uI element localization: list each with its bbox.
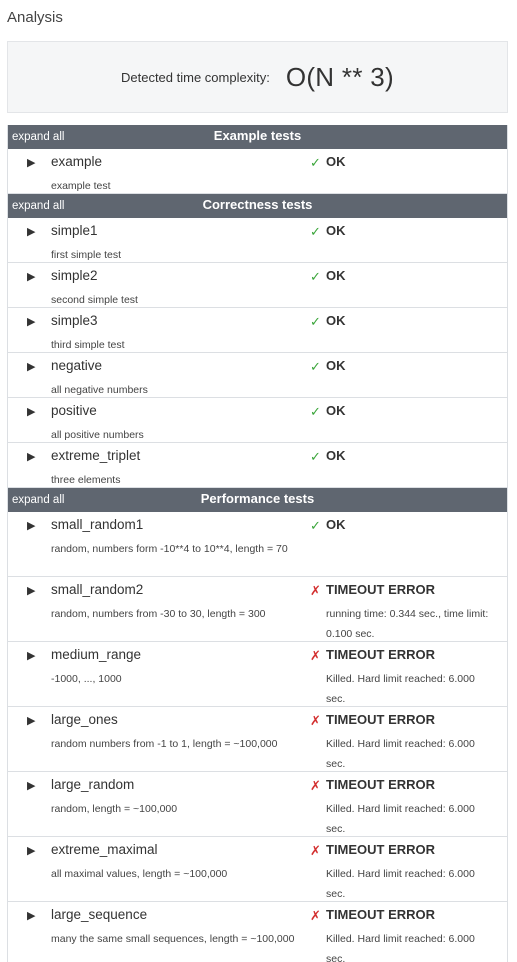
test-description: example test	[51, 180, 111, 192]
status-label: TIMEOUT ERROR	[326, 712, 436, 727]
test-description: random numbers from -1 to 1, length = ~100,000	[51, 738, 278, 750]
check-icon: ✓	[310, 404, 321, 419]
test-description: all negative numbers	[51, 384, 148, 396]
status-label: TIMEOUT ERROR	[326, 907, 436, 922]
check-icon: ✓	[310, 359, 321, 374]
test-description: three elements	[51, 474, 121, 486]
test-row[interactable]	[8, 902, 507, 962]
expand-arrow-icon[interactable]: ▶	[27, 780, 36, 792]
expand-arrow-icon[interactable]: ▶	[27, 845, 36, 857]
expand-arrow-icon[interactable]: ▶	[27, 715, 36, 727]
test-row[interactable]	[8, 837, 507, 902]
test-description: -1000, ..., 1000	[51, 673, 122, 685]
check-icon: ✓	[310, 518, 321, 533]
status-label: TIMEOUT ERROR	[326, 842, 436, 857]
status-label: OK	[326, 154, 346, 169]
check-icon: ✓	[310, 155, 321, 170]
expand-arrow-icon[interactable]: ▶	[27, 271, 36, 283]
expand-arrow-icon[interactable]: ▶	[27, 585, 36, 597]
status-label: OK	[326, 358, 346, 373]
test-row[interactable]	[8, 443, 507, 488]
test-row[interactable]	[8, 707, 507, 772]
complexity-panel	[7, 41, 508, 113]
expand-arrow-icon[interactable]: ▶	[27, 316, 36, 328]
test-name: extreme_maximal	[51, 842, 158, 857]
complexity-value: O(N ** 3)	[285, 61, 394, 92]
status-label: TIMEOUT ERROR	[326, 582, 436, 597]
status-detail: Killed. Hard limit reached: 6.000 sec.	[326, 868, 475, 900]
test-row[interactable]	[8, 353, 507, 398]
test-description: third simple test	[51, 339, 125, 351]
test-row[interactable]	[8, 398, 507, 443]
test-name: positive	[51, 403, 97, 418]
status-detail: Killed. Hard limit reached: 6.000 sec.	[326, 738, 475, 770]
expand-all-link[interactable]: expand all	[12, 131, 65, 143]
group-title: Performance tests	[200, 491, 315, 506]
expand-arrow-icon[interactable]: ▶	[27, 910, 36, 922]
test-name: simple2	[51, 268, 98, 283]
group-header	[8, 194, 507, 218]
test-row[interactable]	[8, 218, 507, 263]
test-row[interactable]	[8, 149, 507, 194]
test-name: simple1	[51, 223, 98, 238]
check-icon: ✓	[310, 269, 321, 284]
expand-arrow-icon[interactable]: ▶	[27, 650, 36, 662]
test-description: many the same small sequences, length = ~100,000	[51, 933, 295, 945]
test-name: small_random2	[51, 582, 144, 597]
status-detail: Killed. Hard limit reached: 6.000 sec.	[326, 803, 475, 835]
expand-arrow-icon[interactable]: ▶	[27, 361, 36, 373]
test-description: random, length = ~100,000	[51, 803, 178, 815]
check-icon: ✓	[310, 449, 321, 464]
expand-all-link[interactable]: expand all	[12, 494, 65, 506]
expand-arrow-icon[interactable]: ▶	[27, 406, 36, 418]
expand-arrow-icon[interactable]: ▶	[27, 157, 36, 169]
test-row[interactable]	[8, 308, 507, 353]
status-label: OK	[326, 313, 346, 328]
test-description: random, numbers from -30 to 30, length = 300	[51, 608, 266, 620]
test-name: extreme_triplet	[51, 448, 141, 463]
page-title: Analysis	[7, 9, 63, 26]
cross-icon: ✗	[310, 648, 321, 663]
test-name: small_random1	[51, 517, 144, 532]
test-name: large_random	[51, 777, 135, 792]
status-label: OK	[326, 268, 346, 283]
test-name: large_ones	[51, 712, 118, 727]
status-label: OK	[326, 517, 346, 532]
test-row[interactable]	[8, 772, 507, 837]
test-name: simple3	[51, 313, 98, 328]
expand-arrow-icon[interactable]: ▶	[27, 520, 36, 532]
test-row[interactable]	[8, 512, 507, 577]
group-title: Correctness tests	[202, 197, 313, 212]
test-name: negative	[51, 358, 103, 373]
status-detail: running time: 0.344 sec., time limit: 0.100 sec.	[326, 608, 489, 640]
group-header	[8, 488, 507, 512]
status-label: OK	[326, 448, 346, 463]
test-description: second simple test	[51, 294, 138, 306]
test-description: first simple test	[51, 249, 122, 261]
group-header	[8, 125, 507, 149]
test-description: all positive numbers	[51, 429, 144, 441]
cross-icon: ✗	[310, 778, 321, 793]
test-row[interactable]	[8, 642, 507, 707]
test-name: medium_range	[51, 647, 142, 662]
status-label: OK	[326, 223, 346, 238]
status-detail: Killed. Hard limit reached: 6.000 sec.	[326, 673, 475, 705]
cross-icon: ✗	[310, 713, 321, 728]
status-detail: Killed. Hard limit reached: 6.000 sec.	[326, 933, 475, 962]
status-label: OK	[326, 403, 346, 418]
test-row[interactable]	[8, 577, 507, 642]
status-label: TIMEOUT ERROR	[326, 777, 436, 792]
test-description: all maximal values, length = ~100,000	[51, 868, 228, 880]
test-row[interactable]	[8, 263, 507, 308]
cross-icon: ✗	[310, 583, 321, 598]
complexity-label: Detected time complexity:	[120, 70, 270, 85]
test-description: random, numbers form -10**4 to 10**4, length = 70	[51, 543, 288, 555]
expand-arrow-icon[interactable]: ▶	[27, 451, 36, 463]
cross-icon: ✗	[310, 908, 321, 923]
expand-all-link[interactable]: expand all	[12, 200, 65, 212]
expand-arrow-icon[interactable]: ▶	[27, 226, 36, 238]
status-label: TIMEOUT ERROR	[326, 647, 436, 662]
check-icon: ✓	[310, 224, 321, 239]
test-name: example	[51, 154, 103, 169]
check-icon: ✓	[310, 314, 321, 329]
test-name: large_sequence	[51, 907, 148, 922]
test-results-table	[7, 125, 508, 962]
cross-icon: ✗	[310, 843, 321, 858]
group-title: Example tests	[213, 128, 302, 143]
